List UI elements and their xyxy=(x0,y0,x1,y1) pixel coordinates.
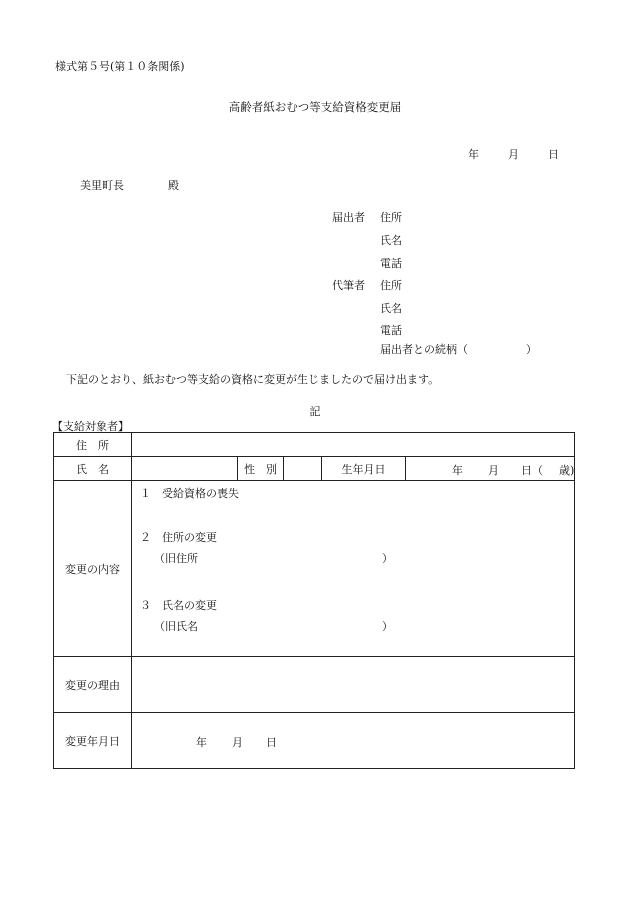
dob-year: 年 xyxy=(452,464,463,477)
applicant-phone-label: 電話 xyxy=(380,257,402,270)
name-label: 氏 名 xyxy=(54,457,132,481)
proxy-phone-row xyxy=(332,322,402,338)
form-table xyxy=(53,432,575,769)
old-name-close: ） xyxy=(382,620,393,633)
addressee-honorific: 殿 xyxy=(168,179,179,192)
proxy-relation-close: ） xyxy=(526,343,537,356)
address-row xyxy=(54,433,575,457)
change-date-label: 変更年月日 xyxy=(54,713,132,769)
addressee xyxy=(80,177,179,193)
gender-field[interactable] xyxy=(284,457,322,481)
reason-field[interactable] xyxy=(132,657,575,713)
notice-text: 下記のとおり、紙おむつ等支給の資格に変更が生じましたので届け出ます。 xyxy=(66,373,440,386)
old-address-close: ） xyxy=(382,552,393,565)
proxy-relation-row xyxy=(332,341,537,357)
date-day: 日 xyxy=(548,148,559,161)
change-date-row xyxy=(54,713,575,769)
reason-row xyxy=(54,657,575,713)
proxy-name-row xyxy=(332,300,402,316)
section-label: 【支給対象者】 xyxy=(52,420,129,433)
address-label: 住 所 xyxy=(54,433,132,457)
form-number: 様式第５号(第１０条関係) xyxy=(55,60,185,73)
proxy-name-label: 氏名 xyxy=(380,302,402,315)
name-row xyxy=(54,457,575,481)
proxy-relation-label: 届出者との続柄（ xyxy=(380,343,468,356)
dob-month: 月 xyxy=(488,464,499,477)
address-field[interactable] xyxy=(132,433,575,457)
submission-date xyxy=(468,146,559,162)
old-address-label: （旧住所 xyxy=(154,552,198,565)
applicant-role: 届出者 xyxy=(332,211,365,224)
dob-label: 生年月日 xyxy=(322,457,406,481)
change-content-label: 変更の内容 xyxy=(54,481,132,657)
change-item-1: １ 受給資格の喪失 xyxy=(140,487,239,500)
proxy-address-row xyxy=(332,277,402,293)
dob-age: 歳) xyxy=(559,464,575,477)
change-content-row xyxy=(54,481,575,657)
change-date-field[interactable] xyxy=(132,713,575,769)
change-content-field[interactable] xyxy=(132,481,575,657)
applicant-name-label: 氏名 xyxy=(380,234,402,247)
change-date-day: 日 xyxy=(266,736,277,749)
proxy-role: 代筆者 xyxy=(332,279,365,292)
dob-day: 日（ xyxy=(521,464,543,477)
document-title: 高齢者紙おむつ等支給資格変更届 xyxy=(228,100,402,114)
applicant-name-row xyxy=(332,232,402,248)
dob-field[interactable] xyxy=(406,457,575,481)
date-year: 年 xyxy=(468,148,479,161)
applicant-address-row xyxy=(332,209,402,225)
applicant-address-label: 住所 xyxy=(380,211,402,224)
proxy-phone-label: 電話 xyxy=(380,324,402,337)
old-name-label: （旧氏名 xyxy=(154,620,198,633)
change-date-year: 年 xyxy=(196,736,207,749)
applicant-phone-row xyxy=(332,255,402,271)
name-field[interactable] xyxy=(132,457,238,481)
change-item-3: ３ 氏名の変更 xyxy=(140,599,217,612)
gender-label: 性 別 xyxy=(238,457,284,481)
change-item-2: ２ 住所の変更 xyxy=(140,531,217,544)
ki-marker: 記 xyxy=(309,405,321,418)
change-date-month: 月 xyxy=(232,736,243,749)
date-month: 月 xyxy=(508,148,519,161)
addressee-name: 美里町長 xyxy=(80,179,124,192)
proxy-address-label: 住所 xyxy=(380,279,402,292)
reason-label: 変更の理由 xyxy=(54,657,132,713)
